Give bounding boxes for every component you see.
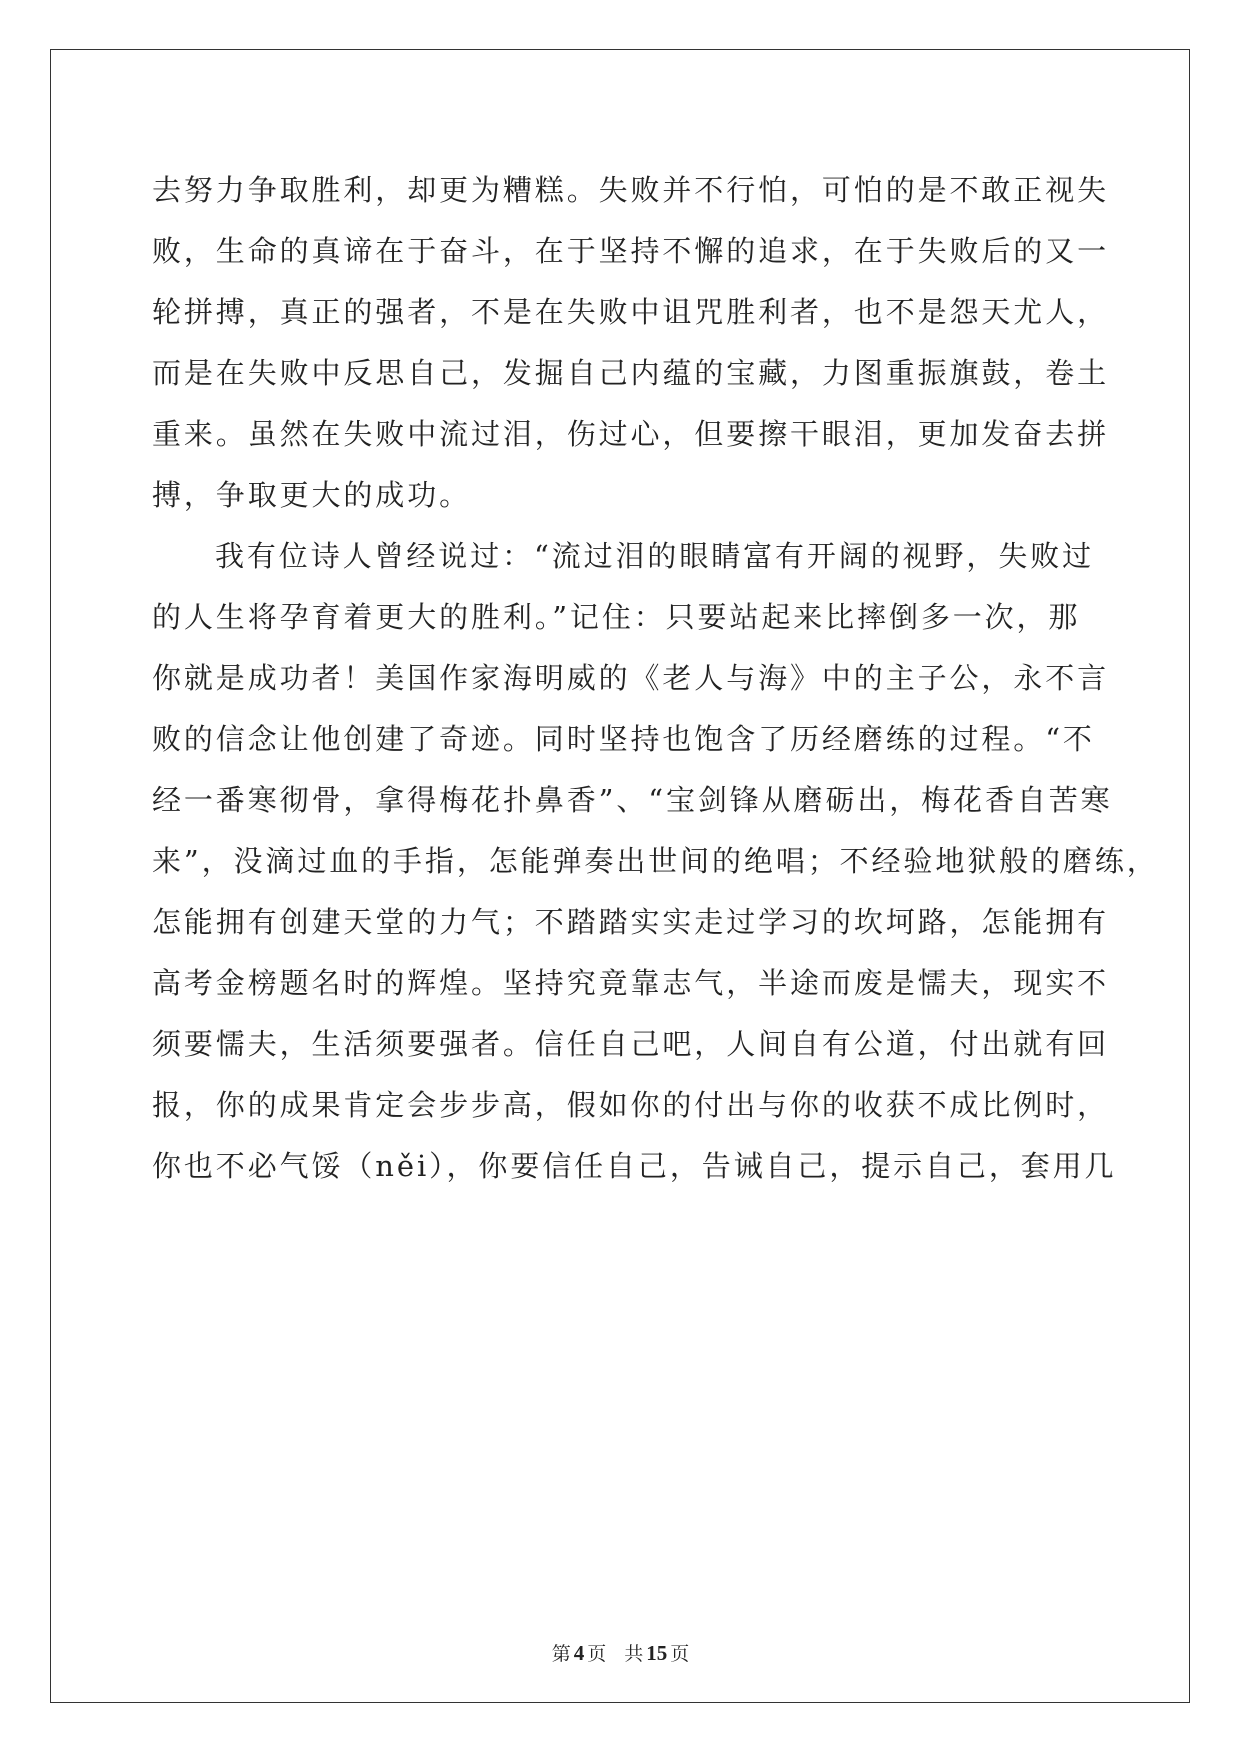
total-prefix: 共 <box>624 1643 644 1665</box>
text-line: 怎能拥有创建天堂的力气；不踏踏实实走过学习的坎坷路，怎能拥有 <box>152 905 1110 939</box>
text-line: 来”，没滴过血的手指，怎能弹奏出世间的绝唱；不经验地狱般的磨练， <box>152 844 1159 878</box>
page-footer <box>0 1639 1241 1666</box>
page-number: 4 <box>573 1641 585 1665</box>
text-line: 去努力争取胜利，却更为糟糕。失败并不行怕，可怕的是不敢正视失 <box>152 173 1110 207</box>
text-line: 报，你的成果肯定会步步高，假如你的付出与你的收获不成比例时， <box>152 1088 1110 1122</box>
text-line: 的人生将孕育着更大的胜利。”记住：只要站起来比摔倒多一次，那 <box>152 600 1081 634</box>
text-line-paragraph-start: 我有位诗人曾经说过：“流过泪的眼睛富有开阔的视野，失败过 <box>215 539 1095 573</box>
text-line: 败，生命的真谛在于奋斗，在于坚持不懈的追求，在于失败后的又一 <box>152 234 1110 268</box>
page-suffix: 页 <box>587 1643 607 1665</box>
text-line: 搏，争取更大的成功。 <box>152 478 472 512</box>
text-line: 你也不必气馁（něi），你要信任自己，告诫自己，提示自己，套用几 <box>152 1149 1117 1183</box>
text-line: 须要懦夫，生活须要强者。信任自己吧，人间自有公道，付出就有回 <box>152 1027 1110 1061</box>
page-prefix: 第 <box>551 1643 571 1665</box>
text-line: 而是在失败中反思自己，发掘自己内蕴的宝藏，力图重振旗鼓，卷土 <box>152 356 1110 390</box>
text-line: 你就是成功者！美国作家海明威的《老人与海》中的主子公，永不言 <box>152 661 1110 695</box>
text-line: 轮拼搏，真正的强者，不是在失败中诅咒胜利者，也不是怨天尤人， <box>152 295 1110 329</box>
text-line: 高考金榜题名时的辉煌。坚持究竟靠志气，半途而废是懦夫，现实不 <box>152 966 1110 1000</box>
text-line: 重来。虽然在失败中流过泪，伤过心，但要擦干眼泪，更加发奋去拼 <box>152 417 1110 451</box>
document-body <box>152 160 1159 1197</box>
text-line: 败的信念让他创建了奇迹。同时坚持也饱含了历经磨练的过程。“不 <box>152 722 1095 756</box>
text-line: 经一番寒彻骨，拿得梅花扑鼻香”、“宝剑锋从磨砺出，梅花香自苦寒 <box>152 783 1113 817</box>
total-suffix: 页 <box>670 1643 690 1665</box>
total-pages: 15 <box>646 1641 668 1665</box>
